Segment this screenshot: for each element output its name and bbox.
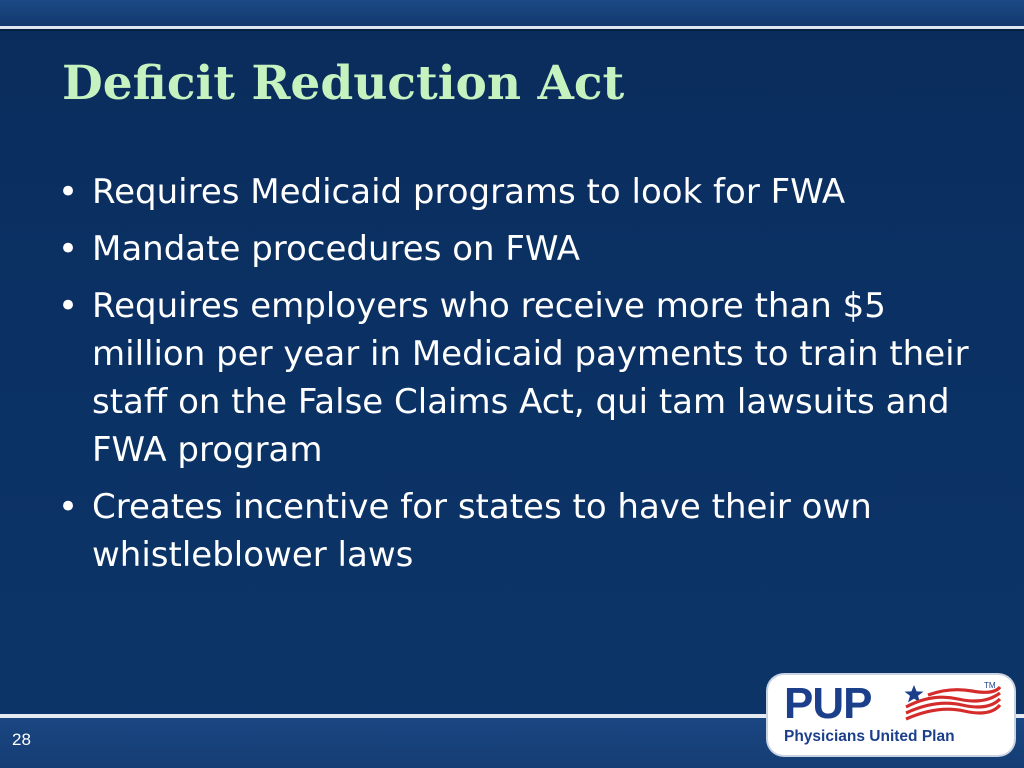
bullet-text: Mandate procedures on FWA (92, 229, 580, 269)
bullet-list (58, 168, 988, 588)
bullet-item (58, 168, 988, 216)
bullet-marker: • (58, 229, 79, 269)
top-divider-shadow (0, 29, 1024, 31)
company-logo (768, 675, 1014, 755)
bullet-item (58, 282, 988, 474)
page-number: 28 (12, 730, 31, 749)
bullet-text: Requires employers who receive more than $5 million per year in Medicaid payments to train their staff on the False Claims Act, qui tam lawsuits and FWA program (92, 286, 969, 470)
bullet-item (58, 483, 988, 579)
logo-acronym: PUP (784, 679, 872, 728)
bullet-marker: • (58, 286, 79, 326)
top-band (0, 0, 1024, 26)
slide-title: Deficit Reduction Act (62, 56, 625, 111)
bullet-marker: • (58, 172, 79, 212)
bullet-item (58, 225, 988, 273)
bullet-text: Requires Medicaid programs to look for FWA (92, 172, 846, 212)
bullet-marker: • (58, 487, 79, 527)
bullet-text: Creates incentive for states to have their own whistleblower laws (92, 487, 872, 575)
logo-name: Physicians United Plan (784, 728, 955, 745)
logo-trademark: TM (984, 681, 996, 690)
